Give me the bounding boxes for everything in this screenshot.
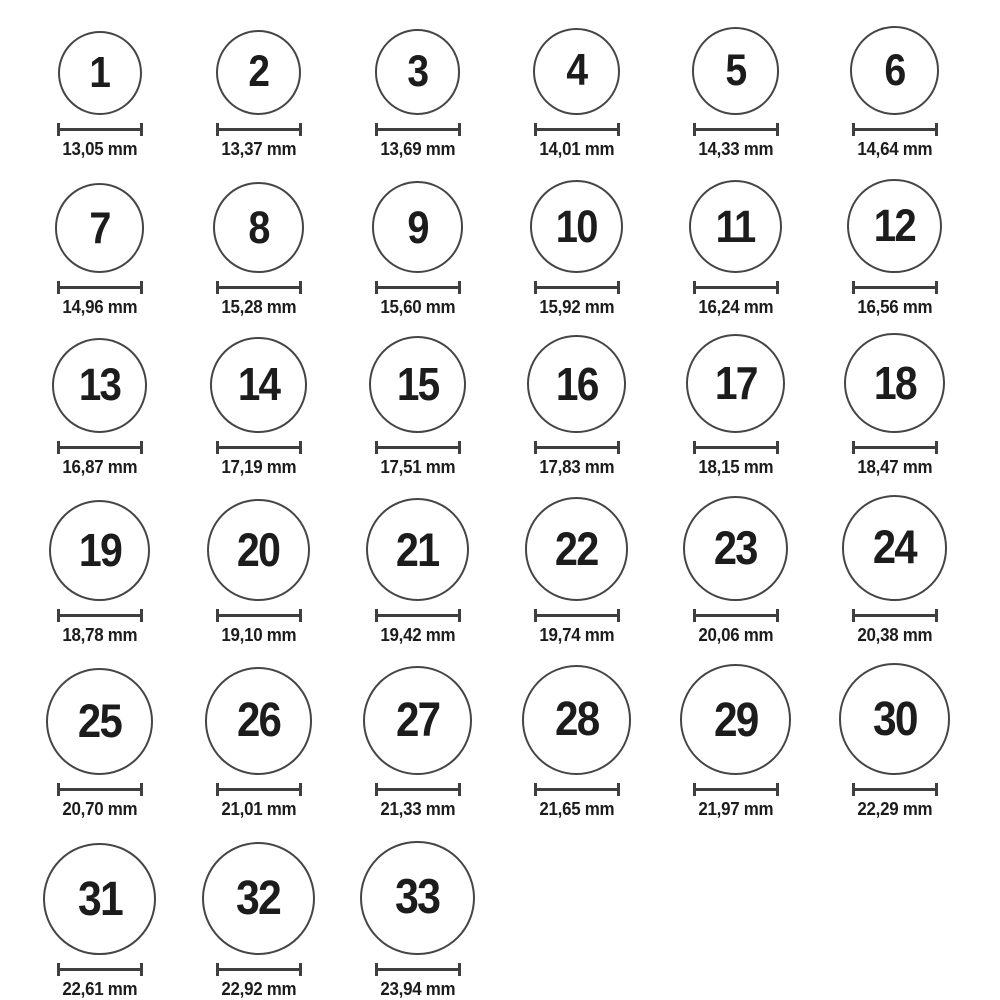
ring-circle [683,496,788,601]
ring-size-number: 2 [248,47,269,97]
ring-size-number: 23 [714,521,757,575]
ring-size-number: 22 [555,522,598,576]
ring-size-item [656,12,815,162]
diameter-label: 17,83 mm [539,457,614,477]
diameter-label: 19,10 mm [221,625,296,645]
diameter-measure-line [534,281,620,294]
ring-size-number: 5 [725,45,746,95]
diameter-label: 15,28 mm [221,297,296,317]
ring-size-item [338,164,497,320]
diameter-measure-line [852,783,938,796]
diameter-measure-line [852,281,938,294]
diameter-label: 14,33 mm [698,139,773,159]
ring-size-number: 16 [555,357,598,410]
ring-size-number: 7 [89,201,110,253]
ring-size-number: 6 [884,45,905,96]
ring-size-number: 33 [395,870,440,925]
diameter-label: 18,47 mm [857,457,932,477]
diameter-measure-line [534,123,620,136]
diameter-measure-line [852,441,938,454]
ring-size-item [20,12,179,162]
diameter-label: 20,06 mm [698,625,773,645]
diameter-measure-line [852,609,938,622]
diameter-label: 13,37 mm [221,139,296,159]
diameter-label: 19,74 mm [539,625,614,645]
diameter-measure-line [375,609,461,622]
ring-size-item [497,12,656,162]
diameter-measure-line [693,609,779,622]
ring-size-number: 29 [713,692,758,747]
ring-size-number: 10 [556,201,597,253]
diameter-measure-line [534,783,620,796]
diameter-label: 21,97 mm [698,799,773,819]
ring-circle [202,842,315,955]
diameter-measure-line [57,963,143,976]
ring-size-number: 14 [237,357,280,410]
ring-circle [43,843,156,956]
ring-size-item [179,164,338,320]
ring-size-number: 19 [78,524,121,577]
ring-size-number: 11 [716,200,755,252]
ring-circle [207,499,309,601]
diameter-label: 20,70 mm [62,799,137,819]
ring-size-number: 21 [396,523,439,576]
diameter-label: 15,92 mm [539,297,614,317]
ring-circle [216,30,301,115]
ring-size-item [497,164,656,320]
ring-size-number: 9 [407,201,428,253]
ring-circle [533,28,620,115]
ring-size-item [338,322,497,480]
ring-circle [839,663,951,775]
diameter-label: 16,56 mm [857,297,932,317]
ring-circle [52,338,147,433]
ring-circle [213,182,304,273]
ring-circle [372,181,464,273]
diameter-measure-line [693,281,779,294]
ring-circle [527,335,625,433]
ring-circle [525,497,629,601]
diameter-label: 21,01 mm [221,799,296,819]
ring-size-item [338,650,497,822]
ring-circle [842,495,948,601]
ring-circle [844,333,944,433]
ring-size-number: 4 [566,46,587,96]
ring-circle [692,27,780,115]
ring-size-item [815,482,974,648]
diameter-label: 17,51 mm [380,457,455,477]
ring-size-item [497,650,656,822]
diameter-measure-line [216,783,302,796]
diameter-label: 21,33 mm [380,799,455,819]
ring-size-item [338,12,497,162]
diameter-measure-line [375,963,461,976]
diameter-measure-line [852,123,938,136]
ring-circle [49,500,150,601]
ring-circle [686,334,785,433]
ring-size-number: 17 [714,357,757,410]
ring-circle [366,498,469,601]
diameter-label: 20,38 mm [857,625,932,645]
ring-size-number: 32 [236,870,281,925]
diameter-measure-line [216,123,302,136]
diameter-label: 23,94 mm [380,979,455,999]
ring-size-item [815,12,974,162]
ring-size-number: 20 [237,523,280,576]
diameter-measure-line [375,783,461,796]
ring-circle [850,26,939,115]
ring-size-item [497,482,656,648]
diameter-label: 17,19 mm [221,457,296,477]
ring-circle [680,664,791,775]
ring-circle [369,336,466,433]
diameter-measure-line [216,441,302,454]
ring-size-item [20,164,179,320]
ring-size-number: 3 [407,46,428,96]
ring-size-item [179,824,338,1000]
diameter-measure-line [57,609,143,622]
diameter-label: 22,92 mm [221,979,296,999]
ring-circle [689,180,783,274]
ring-size-number: 25 [77,694,122,748]
ring-size-item [656,650,815,822]
diameter-label: 18,15 mm [698,457,773,477]
ring-size-item [20,322,179,480]
ring-size-item [20,482,179,648]
ring-circle [530,180,623,273]
diameter-label: 14,64 mm [857,139,932,159]
ring-size-item [656,482,815,648]
ring-size-item [656,164,815,320]
diameter-label: 14,01 mm [539,139,614,159]
diameter-measure-line [534,441,620,454]
ring-size-item [338,824,497,1000]
diameter-label: 22,61 mm [62,979,137,999]
ring-size-item [20,650,179,822]
diameter-label: 22,29 mm [857,799,932,819]
ring-size-number: 27 [395,693,440,747]
diameter-label: 19,42 mm [380,625,455,645]
ring-size-item [20,824,179,1000]
ring-size-number: 28 [554,693,599,747]
ring-size-number: 1 [89,48,110,97]
ring-size-item [179,12,338,162]
diameter-measure-line [216,281,302,294]
diameter-measure-line [57,783,143,796]
diameter-measure-line [57,123,143,136]
ring-size-number: 8 [248,202,269,254]
diameter-label: 14,96 mm [62,297,137,317]
ring-size-item [815,322,974,480]
ring-circle [55,183,145,273]
ring-size-item [179,322,338,480]
ring-size-number: 18 [873,356,916,409]
diameter-label: 16,24 mm [698,297,773,317]
diameter-measure-line [216,609,302,622]
diameter-measure-line [375,281,461,294]
ring-size-item [497,322,656,480]
ring-circle [205,667,313,775]
ring-size-number: 13 [78,359,121,411]
diameter-measure-line [216,963,302,976]
ring-circle [46,668,153,775]
diameter-label: 21,65 mm [539,799,614,819]
diameter-measure-line [57,441,143,454]
ring-size-number: 30 [872,692,917,747]
ring-size-item [179,482,338,648]
ring-size-item [656,322,815,480]
ring-circle [58,31,142,115]
diameter-measure-line [375,441,461,454]
diameter-measure-line [57,281,143,294]
diameter-measure-line [534,609,620,622]
diameter-measure-line [693,441,779,454]
ring-size-item [815,164,974,320]
ring-circle [360,841,474,955]
diameter-label: 15,60 mm [380,297,455,317]
ring-size-item [338,482,497,648]
diameter-measure-line [375,123,461,136]
ring-size-number: 12 [873,199,916,251]
ring-size-item [815,650,974,822]
diameter-label: 16,87 mm [62,457,137,477]
ring-size-number: 15 [396,358,439,411]
diameter-label: 13,69 mm [380,139,455,159]
ring-circle [847,179,941,273]
ring-size-number: 26 [236,694,281,748]
ring-circle [363,666,472,775]
ring-size-item [179,650,338,822]
ring-circle [522,665,632,775]
diameter-measure-line [693,123,779,136]
ring-circle [210,337,306,433]
ring-circle [375,29,461,115]
diameter-measure-line [693,783,779,796]
diameter-label: 13,05 mm [62,139,137,159]
ring-size-number: 24 [873,521,916,575]
ring-size-number: 31 [77,871,122,926]
diameter-label: 18,78 mm [62,625,137,645]
